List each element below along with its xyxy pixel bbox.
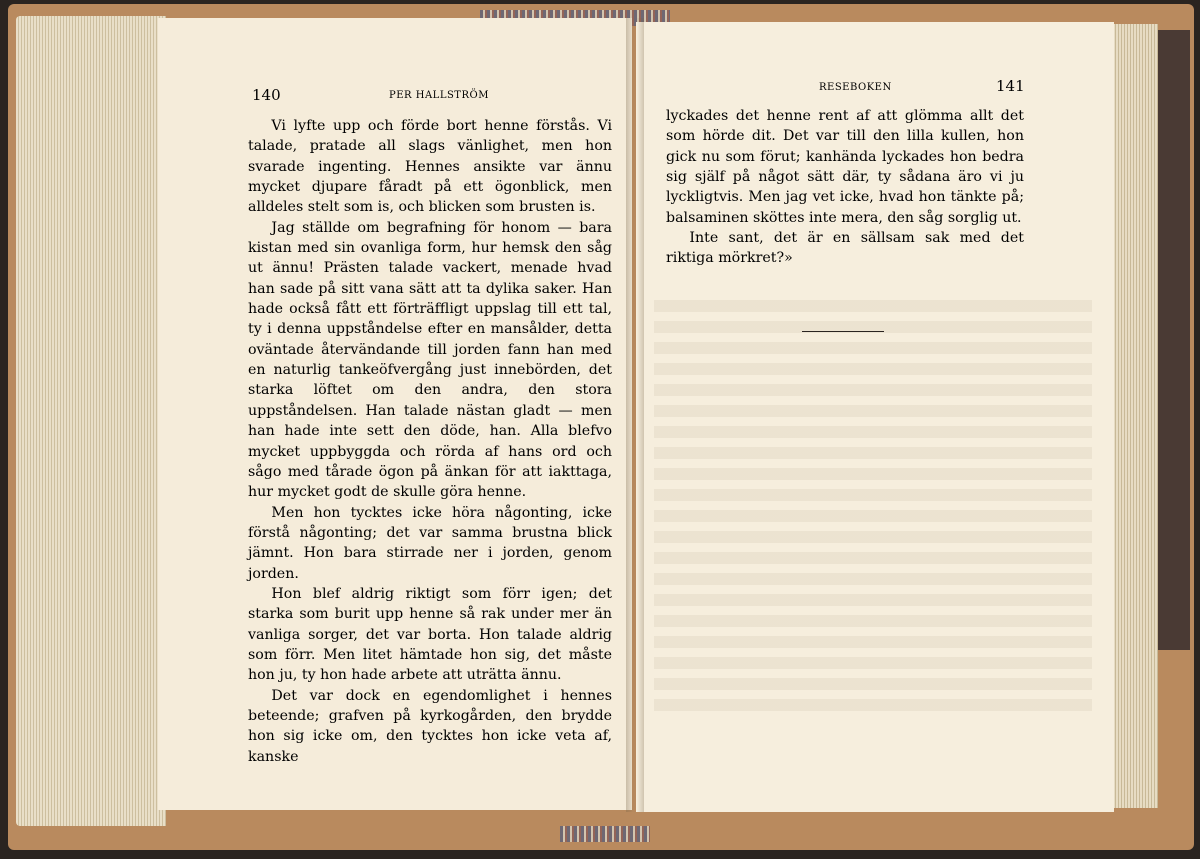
right-page-stack <box>1110 24 1158 808</box>
right-page-number: 141 <box>996 77 1025 95</box>
spine-tailband <box>560 826 650 842</box>
bleed-through-text <box>654 300 1092 720</box>
cover-edge <box>1158 30 1190 650</box>
section-end-rule <box>802 331 884 332</box>
paragraph: Det var dock en egendomlighet i hennes beteende; grafven på kyrkogården, den brydde hon sig icke om, den tycktes hon icke veta af, kanske <box>248 687 612 765</box>
left-page-number: 140 <box>252 86 281 104</box>
left-page-text <box>248 116 612 767</box>
paragraph: Hon blef aldrig riktigt som förr igen; det starka som burit upp henne så rak under mer än vanliga sorger, det var borta. Hon talade aldrig som förr. Men litet hämtade hon sig, det måste hon ju, ty hon hade arbete att uträtta ännu. <box>248 585 612 684</box>
final-paragraph: Inte sant, det är en sällsam sak med det riktiga mörkret?» <box>666 230 1024 267</box>
right-running-head: RESEBOKEN <box>819 82 892 93</box>
continuation-paragraph: lyckades det henne rent af att glömma allt det som hörde dit. Det var till den lilla kullen, hon gick nu som förut; kanhända lyckades hon bedra sig själf på något sätt där, ty sådana äro vi ju lyckligtvis. Men jag vet icke, hvad hon tänkte på; balsaminen sköttes inte mera, den såg sorglig ut. <box>666 108 1024 226</box>
paragraph: Vi lyfte upp och förde bort henne förstås. Vi talade, pratade all slags vänlighet, men hon svarade ingenting. Hennes ansikte var ännu mycket djupare fåradt på ett ögonblick, men alldeles stelt som is, och blicken som brusten is. <box>248 118 612 216</box>
paragraph: Jag ställde om begrafning för honom — bara kistan med sin ovanliga form, hur hemsk den såg ut ännu! Prästen talade vackert, menade hvad han sade på sitt vana sätt att ta dylika saker. Han hade också fått ett förträffligt uppslag till ett tal, ty i denna uppståndelse efter en mansålder, detta oväntade återvändande till jorden fann han med en naturlig tankeöfvergång just innebörden, det starka löftet om den andra, den stora uppståndelsen. Han talade nästan gladt — men han hade inte sett den döde, han. Alla blefvo mycket uppbyggda och rörda af hans ord och sågo med tårade ögon på änkan för att iakttaga, hur mycket godt de skulle göra henne. <box>248 219 612 501</box>
right-page-text <box>666 106 1024 269</box>
left-running-head: PER HALLSTRÖM <box>389 90 489 101</box>
left-page-stack <box>16 16 166 826</box>
paragraph: Men hon tycktes icke höra någonting, icke förstå någonting; det var samma brustna blick jämnt. Hon bara stirrade ner i jorden, genom jorden. <box>248 504 612 582</box>
book-gutter <box>626 18 644 812</box>
